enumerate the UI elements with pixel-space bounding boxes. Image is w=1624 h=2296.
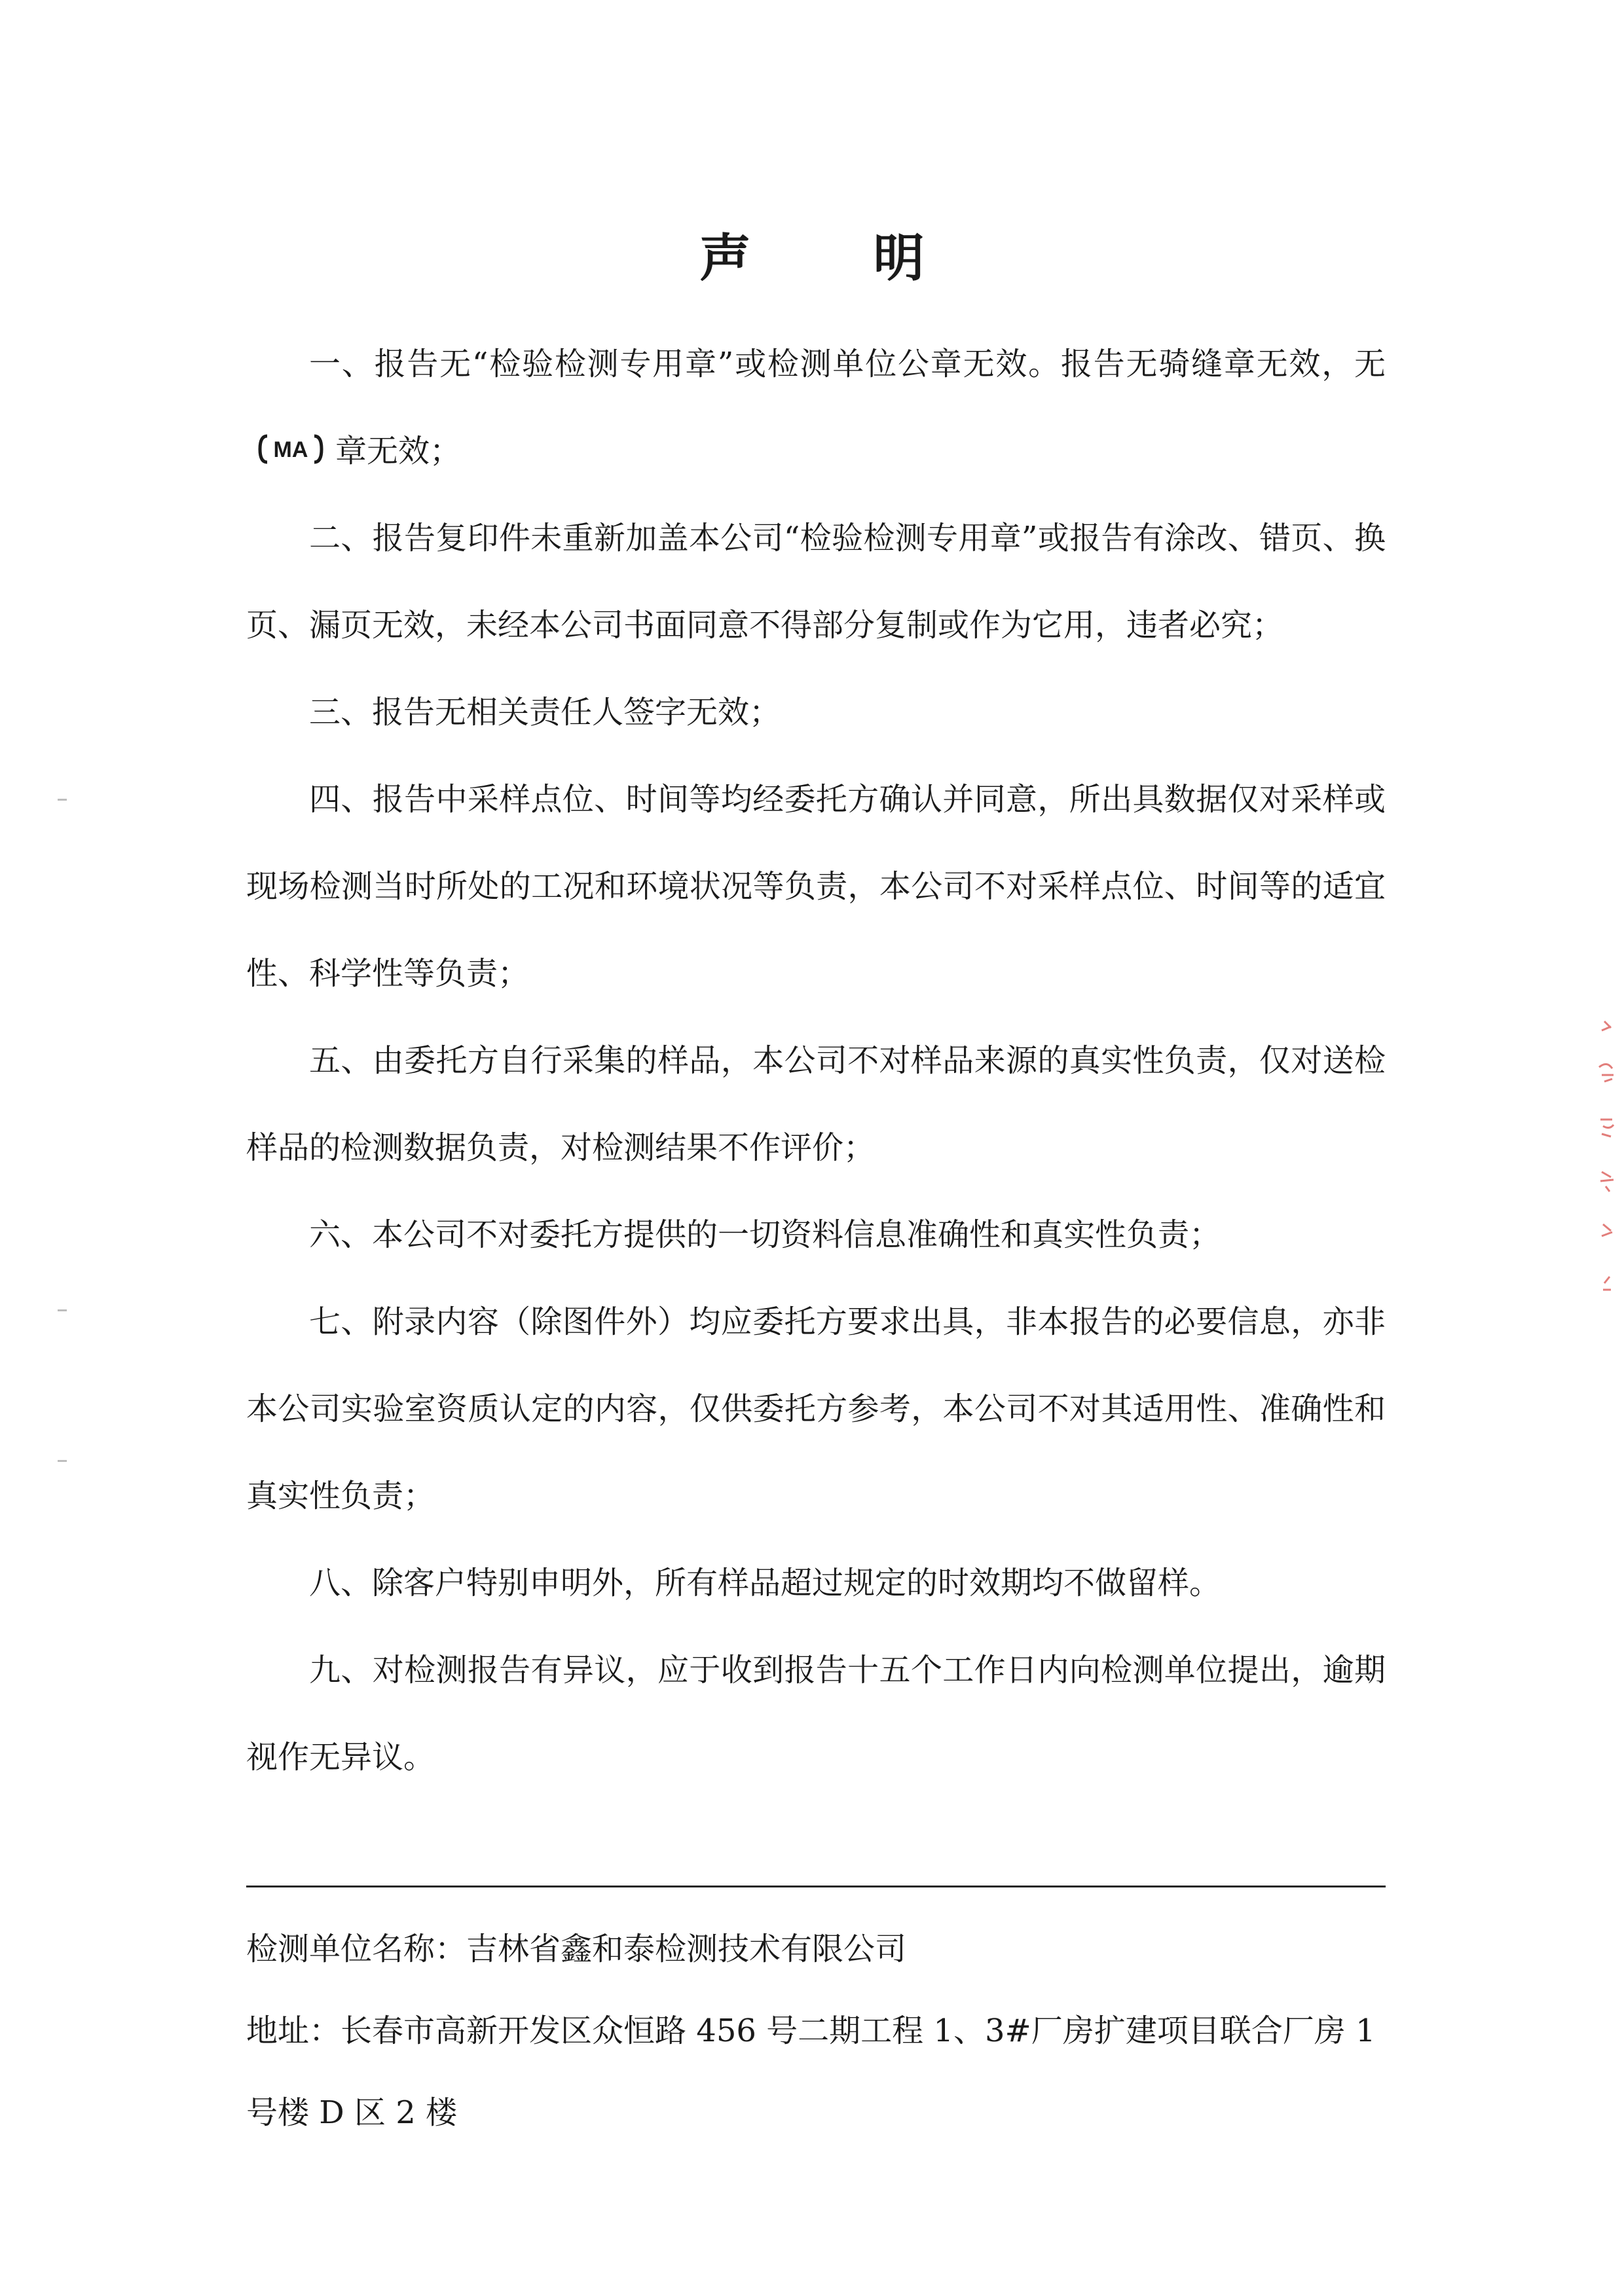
footer-divider <box>246 1886 1386 1887</box>
company-line <box>246 1908 1386 1990</box>
statement-item-2: 二、报告复印件未重新加盖本公司“检验检测专用章”或报告有涂改、错页、换页、漏页无效，未经本公司书面同意不得部分复制或作为它用，违者必究； <box>246 520 1386 644</box>
statement-item-1-text-b: 章无效； <box>335 433 462 469</box>
statement-item-1-text-a: 一、报告无“检验检测专用章”或检测单位公章无效。报告无骑缝章无效，无 <box>309 346 1386 382</box>
cma-mark-label: MA <box>273 437 308 462</box>
seam-stamp-edge-icon <box>1585 1008 1624 1309</box>
scan-mark <box>58 1460 67 1462</box>
statement-item-1 <box>246 321 1386 495</box>
statement-item-7: 七、附录内容（除图件外）均应委托方要求出具，非本报告的必要信息，亦非本公司实验室资质认定的内容，仅供委托方参考，本公司不对其适用性、准确性和真实性负责； <box>246 1303 1386 1514</box>
statement-item-5: 五、由委托方自行采集的样品，本公司不对样品来源的真实性负责，仅对送检样品的检测数据负责，对检测结果不作评价； <box>246 1042 1386 1166</box>
footer <box>246 1908 1386 2154</box>
page-title: 声 明 <box>699 228 977 288</box>
statement-item-8: 八、除客户特别申明外，所有样品超过规定的时效期均不做留样。 <box>309 1565 1221 1601</box>
statement-item-3: 三、报告无相关责任人签字无效； <box>309 694 781 731</box>
address-label: 地址： <box>246 2013 341 2049</box>
address-line <box>246 1990 1386 2154</box>
company-label: 检测单位名称： <box>246 1931 467 1967</box>
statement-item-9: 九、对检测报告有异议，应于收到报告十五个工作日内向检测单位提出，逾期视作无异议。 <box>246 1652 1386 1776</box>
statement-item-4: 四、报告中采样点位、时间等均经委托方确认并同意，所出具数据仅对采样或现场检测当时所处的工况和环境状况等负责，本公司不对采样点位、时间等的适宜性、科学性等负责； <box>246 781 1386 992</box>
scan-mark <box>58 1309 67 1311</box>
company-name: 吉林省鑫和泰检测技术有限公司 <box>466 1931 907 1967</box>
statement-body <box>246 321 1386 1801</box>
cma-mark-icon <box>258 434 323 464</box>
scan-mark <box>58 799 67 801</box>
address-text: 长春市高新开发区众恒路 456 号二期工程 1、3#厂房扩建项目联合厂房 1 号楼 D 区 2 楼 <box>246 2013 1376 2131</box>
statement-item-6: 六、本公司不对委托方提供的一切资料信息准确性和真实性负责； <box>309 1216 1221 1253</box>
